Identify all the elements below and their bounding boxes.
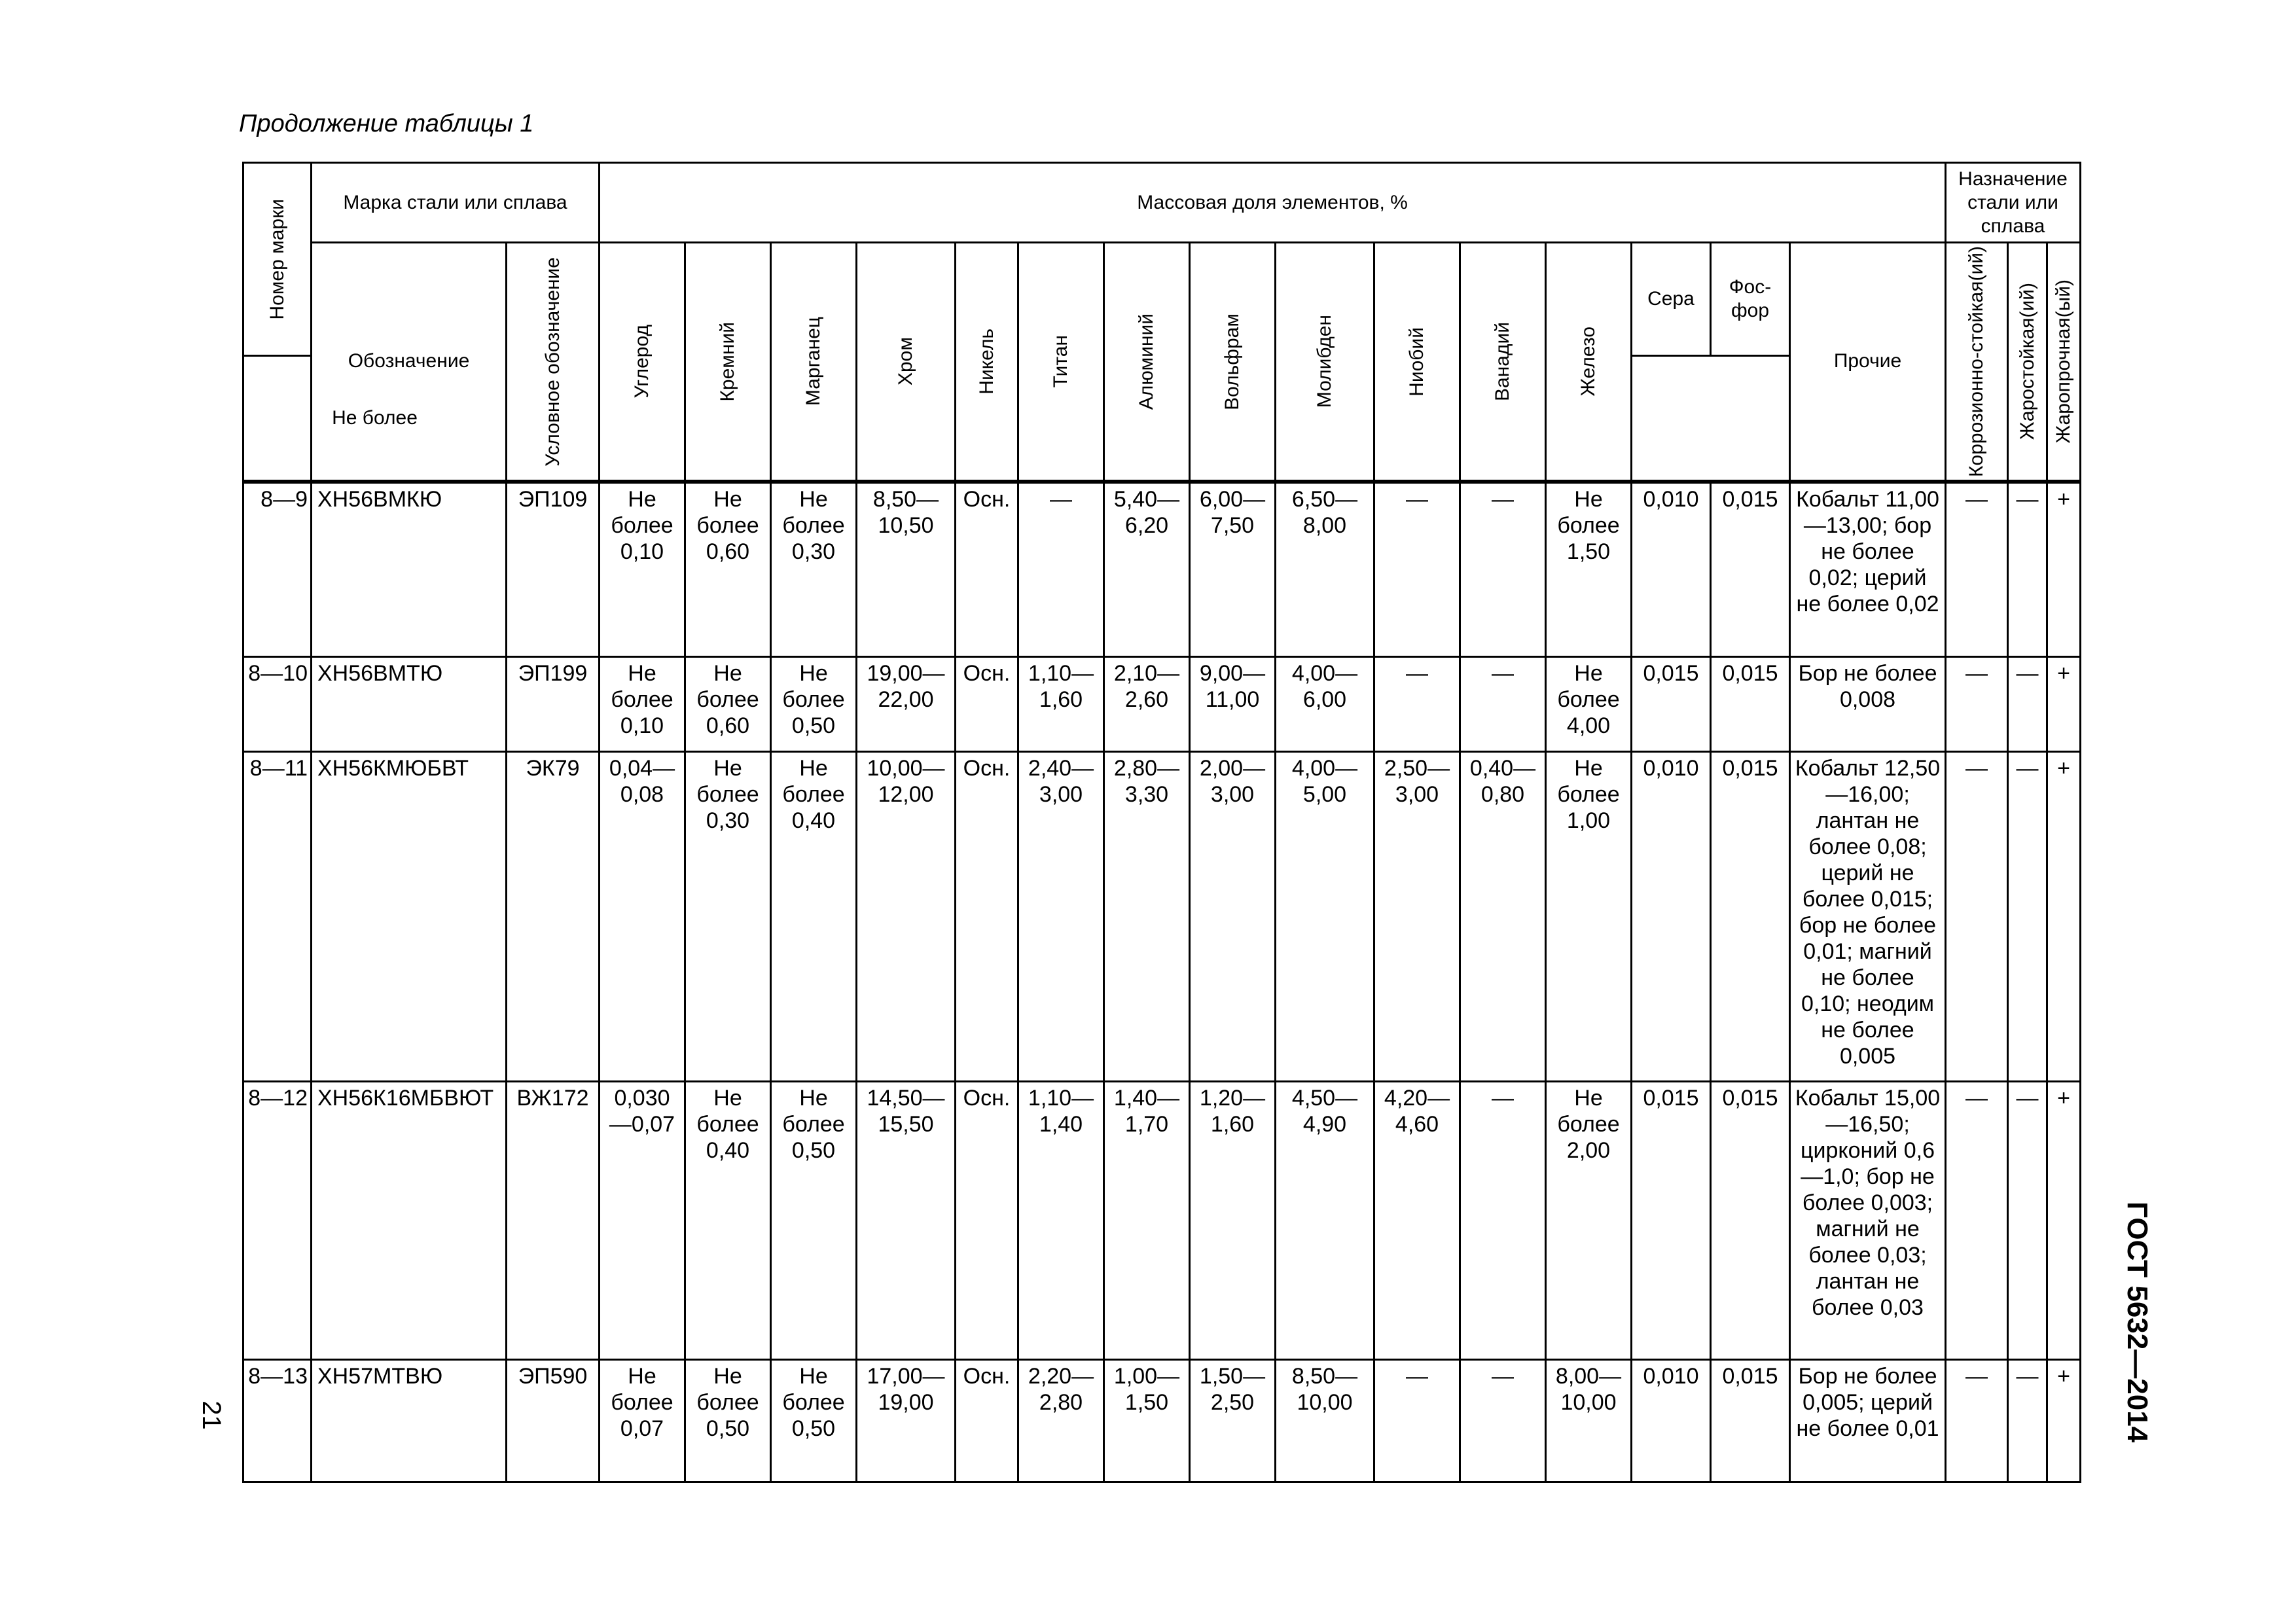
cell-sulfur: 0,010 [1632, 752, 1711, 1082]
cell-sulfur: 0,015 [1632, 1082, 1711, 1360]
row-num: 8—10 [243, 657, 312, 752]
cell-heatstrong: + [2047, 657, 2081, 752]
cell-manganese: Не более 0,30 [771, 482, 857, 657]
cell-sulfur: 0,015 [1632, 657, 1711, 752]
cell-iron: Не более 1,00 [1546, 752, 1632, 1082]
header-mass-fraction: Массовая доля элементов, % [600, 163, 1946, 243]
cell-nickel: Осн. [956, 657, 1018, 752]
cell-niobium: — [1374, 482, 1460, 657]
cell-iron: 8,00—10,00 [1546, 1360, 1632, 1482]
table-row [243, 657, 2081, 752]
cell-tungsten: 2,00—3,00 [1190, 752, 1276, 1082]
header-num: Номер марки [243, 163, 312, 356]
header-vanadium: Ванадий [1460, 243, 1546, 482]
cell-niobium: 4,20—4,60 [1374, 1082, 1460, 1360]
cell-carbon: Не более 0,07 [600, 1360, 685, 1482]
cell-nickel: Осн. [956, 1082, 1018, 1360]
cell-other: Кобальт 12,50—16,00; лантан не более 0,08; церий не более 0,015; бор не более 0,01; магний не более 0,10; неодим не более 0,005 [1790, 752, 1946, 1082]
row-num: 8—13 [243, 1360, 312, 1482]
cell-tungsten: 1,50—2,50 [1190, 1360, 1276, 1482]
row-code: ЭП590 [507, 1360, 600, 1482]
header-carbon: Углерод [600, 243, 685, 482]
cell-corrosion: — [1946, 752, 2008, 1082]
header-aluminium: Алюминий [1104, 243, 1190, 482]
header-code: Условное обозначение [507, 243, 600, 482]
cell-heatresist: — [2008, 657, 2047, 752]
cell-tungsten: 6,00—7,50 [1190, 482, 1276, 657]
header-niobium: Ниобий [1374, 243, 1460, 482]
cell-molybdenum: 4,00—5,00 [1276, 752, 1374, 1082]
row-num: 8—11 [243, 752, 312, 1082]
cell-iron: Не более 1,50 [1546, 482, 1632, 657]
cell-corrosion: — [1946, 482, 2008, 657]
cell-niobium: 2,50—3,00 [1374, 752, 1460, 1082]
table-row [243, 482, 2081, 657]
header-silicon: Кремний [685, 243, 771, 482]
cell-silicon: Не более 0,40 [685, 1082, 771, 1360]
cell-silicon: Не более 0,50 [685, 1360, 771, 1482]
cell-nickel: Осн. [956, 1360, 1018, 1482]
cell-heatresist: — [2008, 1082, 2047, 1360]
cell-aluminium: 2,10—2,60 [1104, 657, 1190, 752]
cell-sulfur: 0,010 [1632, 482, 1711, 657]
header-nickel: Никель [956, 243, 1018, 482]
row-designation: ХН56КМЮБВТ [312, 752, 507, 1082]
cell-vanadium: 0,40—0,80 [1460, 752, 1546, 1082]
cell-silicon: Не более 0,60 [685, 482, 771, 657]
cell-carbon: Не более 0,10 [600, 482, 685, 657]
cell-carbon: Не более 0,10 [600, 657, 685, 752]
cell-heatstrong: + [2047, 1082, 2081, 1360]
row-num: 8—9 [243, 482, 312, 657]
cell-chromium: 17,00—19,00 [857, 1360, 956, 1482]
cell-manganese: Не более 0,50 [771, 1360, 857, 1482]
row-code: ЭП109 [507, 482, 600, 657]
cell-corrosion: — [1946, 657, 2008, 752]
cell-phosphorus: 0,015 [1711, 657, 1790, 752]
header-designation: Обозначение [312, 243, 507, 482]
header-heatstrong: Жаропрочная(ый) [2047, 243, 2081, 482]
row-designation: ХН56К16МБВЮТ [312, 1082, 507, 1360]
cell-phosphorus: 0,015 [1711, 1082, 1790, 1360]
composition-table [242, 162, 2081, 1483]
cell-corrosion: — [1946, 1082, 2008, 1360]
cell-vanadium: — [1460, 1082, 1546, 1360]
cell-titanium: 1,10—1,40 [1018, 1082, 1104, 1360]
row-code: ЭП199 [507, 657, 600, 752]
cell-titanium: — [1018, 482, 1104, 657]
cell-nickel: Осн. [956, 482, 1018, 657]
row-code: ВЖ172 [507, 1082, 600, 1360]
cell-molybdenum: 6,50—8,00 [1276, 482, 1374, 657]
cell-iron: Не более 2,00 [1546, 1082, 1632, 1360]
cell-niobium: — [1374, 1360, 1460, 1482]
cell-titanium: 2,20—2,80 [1018, 1360, 1104, 1482]
cell-vanadium: — [1460, 657, 1546, 752]
cell-carbon: 0,04—0,08 [600, 752, 685, 1082]
header-purpose: Назначение стали или сплава [1946, 163, 2081, 243]
cell-aluminium: 1,00—1,50 [1104, 1360, 1190, 1482]
cell-phosphorus: 0,015 [1711, 1360, 1790, 1482]
row-designation: ХН57МТВЮ [312, 1360, 507, 1482]
cell-silicon: Не более 0,30 [685, 752, 771, 1082]
row-designation: ХН56ВМТЮ [312, 657, 507, 752]
table-row [243, 1360, 2081, 1482]
header-molybdenum: Молибден [1276, 243, 1374, 482]
cell-other: Бор не более 0,005; церий не более 0,01 [1790, 1360, 1946, 1482]
row-designation: ХН56ВМКЮ [312, 482, 507, 657]
header-not-more: Не более [243, 356, 507, 482]
header-iron: Железо [1546, 243, 1632, 482]
header-chromium: Хром [857, 243, 956, 482]
cell-vanadium: — [1460, 1360, 1546, 1482]
cell-heatstrong: + [2047, 1360, 2081, 1482]
header-sulfur: Сера [1632, 243, 1711, 356]
cell-other: Кобальт 15,00—16,50; цирконий 0,6—1,0; бор не более 0,003; магний не более 0,03; лантан не более 0,03 [1790, 1082, 1946, 1360]
table-caption: Продолжение таблицы 1 [239, 110, 534, 137]
cell-titanium: 2,40—3,00 [1018, 752, 1104, 1082]
cell-tungsten: 1,20—1,60 [1190, 1082, 1276, 1360]
cell-sulfur: 0,010 [1632, 1360, 1711, 1482]
cell-phosphorus: 0,015 [1711, 482, 1790, 657]
cell-molybdenum: 4,50—4,90 [1276, 1082, 1374, 1360]
cell-chromium: 14,50—15,50 [857, 1082, 956, 1360]
cell-heatresist: — [2008, 1360, 2047, 1482]
cell-aluminium: 5,40—6,20 [1104, 482, 1190, 657]
cell-silicon: Не более 0,60 [685, 657, 771, 752]
cell-nickel: Осн. [956, 752, 1018, 1082]
cell-chromium: 8,50—10,50 [857, 482, 956, 657]
header-phosphorus: Фос-фор [1711, 243, 1790, 356]
cell-carbon: 0,030—0,07 [600, 1082, 685, 1360]
cell-manganese: Не более 0,50 [771, 657, 857, 752]
page-number: 21 [196, 1400, 226, 1430]
row-num: 8—12 [243, 1082, 312, 1360]
cell-other: Бор не более 0,008 [1790, 657, 1946, 752]
cell-heatstrong: + [2047, 752, 2081, 1082]
cell-aluminium: 2,80—3,30 [1104, 752, 1190, 1082]
header-titanium: Титан [1018, 243, 1104, 482]
cell-chromium: 19,00—22,00 [857, 657, 956, 752]
document-code [2104, 1198, 2170, 1446]
cell-iron: Не более 4,00 [1546, 657, 1632, 752]
header-heatresist: Жаростойкая(ий) [2008, 243, 2047, 482]
cell-vanadium: — [1460, 482, 1546, 657]
document-code-text: ГОСТ 5632—2014 [2121, 1201, 2153, 1443]
cell-other: Кобальт 11,00—13,00; бор не более 0,02; церий не более 0,02 [1790, 482, 1946, 657]
header-corrosion: Коррозионно-стойкая(ий) [1946, 243, 2008, 482]
cell-heatresist: — [2008, 482, 2047, 657]
cell-niobium: — [1374, 657, 1460, 752]
row-code: ЭК79 [507, 752, 600, 1082]
cell-manganese: Не более 0,40 [771, 752, 857, 1082]
cell-aluminium: 1,40—1,70 [1104, 1082, 1190, 1360]
cell-molybdenum: 4,00—6,00 [1276, 657, 1374, 752]
cell-phosphorus: 0,015 [1711, 752, 1790, 1082]
cell-corrosion: — [1946, 1360, 2008, 1482]
cell-titanium: 1,10—1,60 [1018, 657, 1104, 752]
header-grade: Марка стали или сплава [312, 163, 600, 243]
table-row [243, 1082, 2081, 1360]
cell-tungsten: 9,00—11,00 [1190, 657, 1276, 752]
header-manganese: Марганец [771, 243, 857, 482]
cell-molybdenum: 8,50—10,00 [1276, 1360, 1374, 1482]
table-row [243, 752, 2081, 1082]
header-other: Прочие [1790, 243, 1946, 482]
header-tungsten: Вольфрам [1190, 243, 1276, 482]
cell-heatresist: — [2008, 752, 2047, 1082]
cell-chromium: 10,00—12,00 [857, 752, 956, 1082]
cell-heatstrong: + [2047, 482, 2081, 657]
cell-manganese: Не более 0,50 [771, 1082, 857, 1360]
